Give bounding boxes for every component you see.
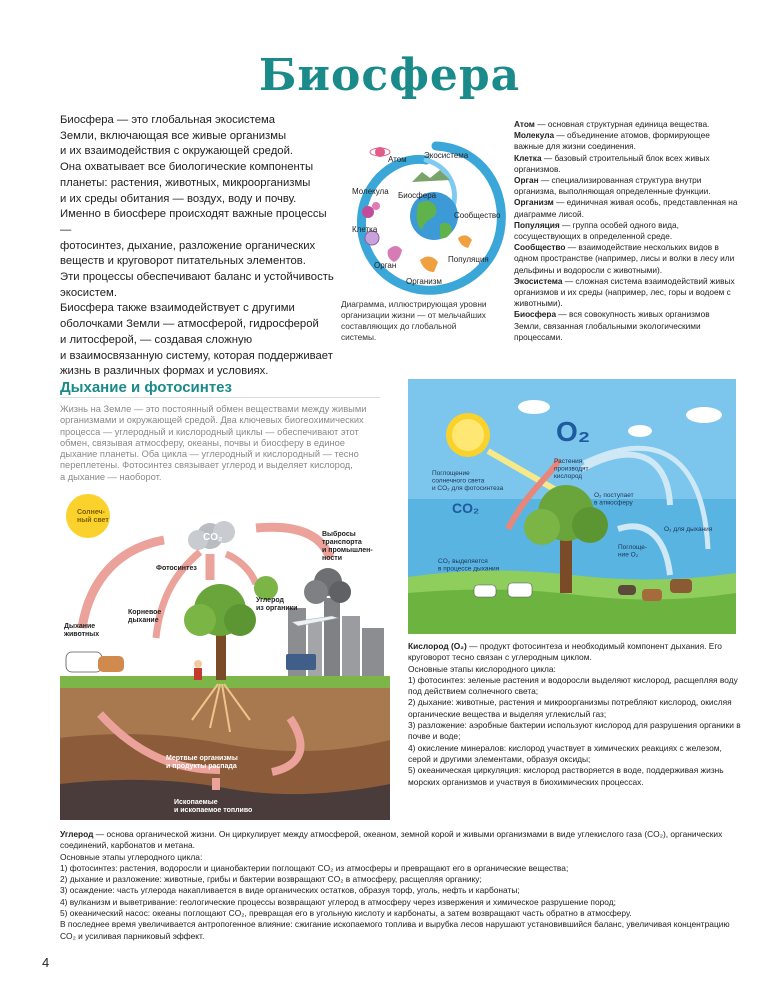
section-intro-line: переплетены. Фотосинтез связывает углерод и выделяет кислород, xyxy=(60,460,353,471)
label-cell: Клетка xyxy=(352,225,378,234)
carbon-stage: 5) океанический насос: океаны поглощают CO₂, превращая его в угольную кислоту и карбонаты, а затем возвращают часть обратно в атмосферу. xyxy=(60,908,632,919)
smoke-cloud xyxy=(329,581,351,603)
glossary-term: Орган xyxy=(514,175,539,186)
intro-line: Эти процессы обеспечивают баланс и устойчивость xyxy=(60,271,334,284)
label-co2-released-text: CO₂ выделяется xyxy=(438,558,488,565)
caption-line: составляющих до глобальной xyxy=(341,321,457,331)
intro-line: Она охватывает все биологические компоненты xyxy=(60,161,314,174)
glossary-entry xyxy=(514,175,739,197)
section-intro-line: а дыхание — наоборот. xyxy=(60,471,162,482)
label-absorption-text-line: и CO₂ для фотосинтеза xyxy=(432,484,504,492)
caption-line: системы. xyxy=(341,332,377,342)
label-dead-organisms-text-line: и продукты распада xyxy=(166,763,237,771)
glossary-entry xyxy=(514,309,739,343)
carbon-stage: 1) фотосинтез: растения, водоросли и цианобактерии поглощают CO₂ из атмосферы и превращают его в органические вещества; xyxy=(60,862,569,873)
sun-label xyxy=(77,509,109,524)
sun-icon xyxy=(66,494,110,538)
label-co2-released-text-line: в процессе дыхания xyxy=(438,565,500,573)
sun-label-text: Солнеч- xyxy=(77,509,105,516)
oxygen-stage: 3) разложение: аэробные бактерии используют кислород для разрушения органики в почве и воде; xyxy=(408,720,741,742)
label-root-respiration-text: Корневое xyxy=(128,609,162,616)
section-divider xyxy=(60,397,380,398)
glossary-def: — основная структурная единица вещества. xyxy=(534,119,710,129)
carbon-head-rest: — основа органической жизни. Он циркулирует между атмосферой, океаном, земной корой и живыми организмами в виде углекислого газа (CO₂), органических соединений, карбонатов и метана. xyxy=(60,829,723,851)
moose-icon xyxy=(670,579,692,593)
label-organism: Организм xyxy=(406,277,442,286)
carbon-cycle-diagram xyxy=(60,488,390,820)
label-o2-to-atm-text-line: в атмосферу xyxy=(594,499,633,507)
tree-crown xyxy=(224,604,256,636)
glossary-def: — объединение атомов, формирующее важные для жизни соединения. xyxy=(514,130,710,152)
label-plants-produce-text-line: кислород xyxy=(554,472,583,480)
label-fossils-text-line: и ископаемое топливо xyxy=(174,807,253,815)
label-absorption-text-line: солнечного света xyxy=(432,477,485,485)
glossary-term: Атом xyxy=(514,119,535,129)
intro-text xyxy=(60,113,338,380)
oxygen-head xyxy=(408,641,743,664)
glossary-term: Клетка xyxy=(514,152,542,163)
farmer-icon xyxy=(194,668,202,680)
glossary-term: Организм xyxy=(514,197,554,208)
cow-icon xyxy=(508,583,532,597)
fox-population-icon xyxy=(458,235,472,248)
section-intro-line: дыхание планеты. Оба цикла — углеродный и кислородный — тесно xyxy=(60,449,359,460)
glossary-def: — специализированная структура внутри организма, выполняющая определенные функции. xyxy=(514,175,711,197)
label-dead-organisms-text: Мертвые организмы xyxy=(166,755,238,762)
label-animal-respiration-text-line: животных xyxy=(64,631,100,639)
section-intro-line: Жизнь на Земле — это постоянный обмен веществами между живыми xyxy=(60,404,367,414)
intro-line: оболочками Земли — атмосферой, гидросферой xyxy=(60,318,319,331)
section-heading: Дыхание и фотосинтез xyxy=(60,379,232,396)
intro-line: и литосферой, — создавая сложную xyxy=(60,333,253,346)
o2-label: O₂ xyxy=(556,416,591,447)
label-emissions-text: Выбросы xyxy=(322,531,356,538)
intro-line: жизнь в различных формах и условиях. xyxy=(60,365,269,378)
carbon-text xyxy=(60,829,740,942)
molecule-icon xyxy=(372,202,380,210)
glossary-def: — базовый строительный блок всех живых организмов. xyxy=(514,152,710,174)
carbon-head xyxy=(60,829,740,852)
label-o2-to-atm-text: O₂ поступает xyxy=(594,492,634,499)
label-absorption2-text-line: ние O₂ xyxy=(618,551,639,559)
co2-label: CO₂ xyxy=(203,532,223,543)
intro-line: фотосинтез, дыхание, разложение органических xyxy=(60,239,316,252)
intro-line: экосистем. xyxy=(60,286,117,299)
label-emissions-text-line: и промышлен- xyxy=(322,547,373,555)
section-intro-line: обмен, связывая атмосферу, океаны, почвы и биосферу в единое xyxy=(60,437,345,448)
cloud-icon xyxy=(686,407,722,423)
caption-line: организации жизни — от мельчайших xyxy=(341,310,486,320)
glossary-entry xyxy=(514,153,739,175)
label-organ: Орган xyxy=(374,261,397,270)
intro-line: и их среды обитания — воздух, воду и почву. xyxy=(60,192,297,205)
label-population: Популяция xyxy=(448,255,489,264)
intro-line: и взаимосвязанную систему, которая поддерживает xyxy=(60,349,333,362)
carbon-stage: 3) осаждение: часть углерода накапливается в виде органических остатков, образуя торф, уголь, нефть и карбонаты; xyxy=(60,885,520,896)
glossary-term: Популяция xyxy=(514,219,560,230)
tree-crown xyxy=(524,509,560,545)
carbon-stages-title: Основные этапы углеродного цикла: xyxy=(60,851,203,862)
glossary-entry xyxy=(514,220,739,242)
label-plants-produce-text: Растения xyxy=(554,458,583,465)
label-fossils-text: Ископаемые xyxy=(174,799,218,806)
sun-core xyxy=(452,419,484,451)
section-intro-line: процесса — углеродный и кислородный циклы — обеспечивают этот xyxy=(60,426,359,437)
life-levels-spiral xyxy=(340,128,512,300)
cloud-icon xyxy=(518,400,550,414)
label-emissions-text-line: транспорта xyxy=(322,539,362,547)
glossary-term: Молекула xyxy=(514,130,555,141)
oxygen-stage: 4) окисление минералов: кислород участвует в химических реакциях с железом, серой и другими элементами, образуя оксиды; xyxy=(408,742,722,764)
glossary-entry xyxy=(514,130,739,152)
fox-organism-icon xyxy=(420,256,438,272)
caption-line: Диаграмма, иллюстрирующая уровни xyxy=(341,299,487,309)
oxygen-cycle-diagram xyxy=(408,379,736,634)
glossary-term: Биосфера xyxy=(514,309,557,320)
label-animal-respiration xyxy=(63,623,99,638)
label-carbon-organics-text-line: из органики xyxy=(256,605,298,613)
label-root-respiration xyxy=(128,609,161,624)
smoke-cloud xyxy=(304,580,328,604)
intro-line: Земли, включающая все живые организмы xyxy=(60,129,287,142)
carbon-outro: В последнее время увеличивается антропогенное влияние: сжигание ископаемого топлива и вырубка лесов нарушают установившийся баланс, увеличивая концентрацию CO₂ и усиливая парниковый эффект. xyxy=(60,919,730,941)
building xyxy=(342,616,360,676)
deer-icon xyxy=(642,589,662,601)
glossary-def: — вся совокупность живых организмов Земли, связанная глобальными экологическими процессами. xyxy=(514,309,710,342)
oxygen-head-rest: — продукт фотосинтеза и необходимый компонент дыхания. Его круговорот тесно связан с углеродным циклом. xyxy=(408,641,722,663)
oxygen-stages-title: Основные этапы кислородного цикла: xyxy=(408,663,556,674)
section-intro xyxy=(60,404,390,483)
label-absorption2-text: Поглоще- xyxy=(618,544,648,551)
label-ecosystem: Экосистема xyxy=(424,151,469,160)
intro-line: и их взаимодействия с окружающей средой. xyxy=(60,145,294,158)
intro-line: веществ и круговорот питательных элементов. xyxy=(60,255,306,268)
label-o2-to-atm xyxy=(594,492,634,506)
tree-crown xyxy=(572,507,608,543)
carbon-stage: 4) вулканизм и выветривание: геологические процессы возвращают углерод в атмосферу через извержения и химическое разрушение пород; xyxy=(60,896,616,907)
label-root-respiration-text-line: дыхание xyxy=(128,617,159,625)
glossary-def: — взаимодействие нескольких видов в одном пространстве (например, лисы и волки в лесу или дельфины и водоросли с животными). xyxy=(514,242,735,275)
intro-line: Биосфера также взаимодействует с другими xyxy=(60,302,295,315)
building xyxy=(362,628,384,676)
oxygen-stage: 5) океаническая циркуляция: кислород растворяется в воде, поддерживая жизнь морских организмов и участвуя в биохимических процессах. xyxy=(408,765,724,787)
carbon-stage: 2) дыхание и разложение: животные, грибы и бактерии возвращают CO₂ в атмосферу, расщепляя органику; xyxy=(60,874,482,885)
glossary-entry xyxy=(514,119,739,130)
label-atom: Атом xyxy=(388,155,407,164)
intro-line: Именно в биосфере происходят важные процессы — xyxy=(60,208,327,236)
label-community: Сообщество xyxy=(454,211,501,220)
cow-icon xyxy=(98,656,124,672)
page-title: Биосфера xyxy=(258,50,521,101)
glossary-entry xyxy=(514,242,739,276)
label-absorption-text: Поглощение xyxy=(432,470,470,477)
glossary xyxy=(514,119,739,343)
oxygen-text xyxy=(408,641,743,788)
glossary-term: Экосистема xyxy=(514,275,563,286)
intro-line: Биосфера — это глобальная экосистема xyxy=(60,114,276,126)
glossary-def: — группа особей одного вида, сосуществующих в определенной среде. xyxy=(514,219,679,242)
oxygen-term: Кислород (O₂) xyxy=(408,641,467,651)
truck-icon xyxy=(286,654,316,670)
label-o2-breath-text: O₂ для дыхания xyxy=(664,526,713,533)
building xyxy=(324,598,340,676)
boar-icon xyxy=(618,585,636,595)
cloud-icon xyxy=(628,425,652,437)
tree-crown xyxy=(184,604,216,636)
organ-icon xyxy=(388,246,402,262)
co2-label: CO₂ xyxy=(452,500,480,516)
spiral-caption xyxy=(341,299,511,343)
glossary-entry xyxy=(514,197,739,219)
label-plants-produce-text-line: производят xyxy=(554,465,589,473)
glossary-term: Сообщество xyxy=(514,242,566,253)
oxygen-stage: 2) дыхание: животные, растения и микроорганизмы потребляют кислород, окисляя органические вещества и выделяя углекислый газ; xyxy=(408,697,732,719)
glossary-def: — сложная система взаимодействий живых организмов и их среды (например, лес, горы и водоем с животными). xyxy=(514,275,735,309)
farmer-icon xyxy=(194,660,202,668)
label-biosphere: Биосфера xyxy=(398,191,437,200)
intro-line: планеты: растения, животных, микроорганизмы xyxy=(60,176,311,189)
cow-icon xyxy=(474,585,496,597)
cow-icon xyxy=(66,652,102,672)
carbon-term: Углерод xyxy=(60,829,94,839)
glossary-def: — единичная живая особь, представленная на диаграмме лисой. xyxy=(514,197,738,219)
label-o2-breath xyxy=(664,526,713,533)
glossary-entry xyxy=(514,276,739,310)
label-photosynthesis: Фотосинтез xyxy=(156,565,197,572)
label-dead-organisms xyxy=(166,755,238,770)
oxygen-stage: 1) фотосинтез: зеленые растения и водоросли выделяют кислород, расщепляя воду под действием солнечного света; xyxy=(408,674,738,697)
label-animal-respiration-text: Дыхание xyxy=(64,623,96,630)
page-number: 4 xyxy=(42,955,50,970)
section-intro-line: организмами и окружающей средой. Два ключевых биогеохимических xyxy=(60,415,364,426)
label-carbon-organics-text: Углерод xyxy=(256,597,284,604)
sun-label-text-line: ный свет xyxy=(77,517,109,525)
label-emissions-text-line: ности xyxy=(322,555,343,563)
label-molecule: Молекула xyxy=(352,187,389,196)
molecule-icon xyxy=(362,206,374,218)
